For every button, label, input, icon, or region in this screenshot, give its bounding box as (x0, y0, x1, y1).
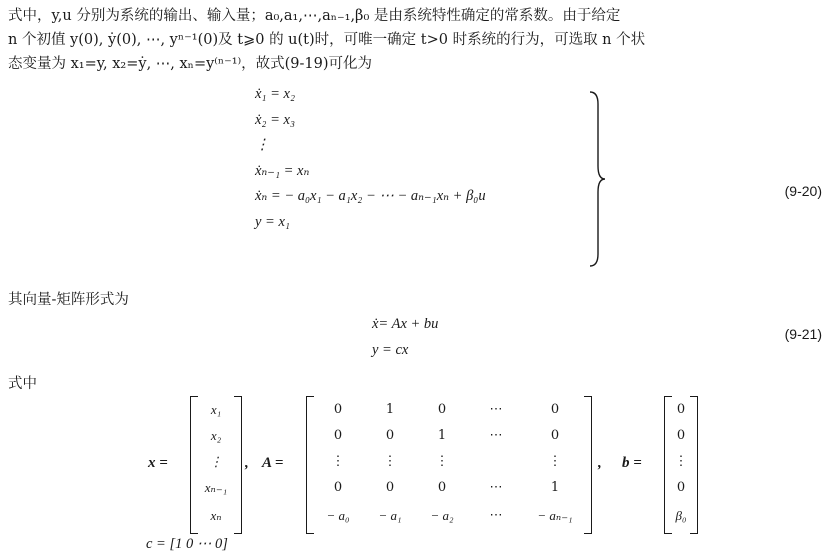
b-entry: 0 (676, 480, 686, 495)
A-right-bracket (584, 396, 592, 534)
c-vector: c = [1 0 ⋯ 0] (146, 536, 228, 552)
x-entry: ⋮ (209, 454, 223, 469)
A-cell: 1 (437, 428, 447, 443)
A-cell: 0 (437, 480, 447, 495)
state-equation-system (255, 82, 486, 235)
b-entry: 0 (676, 402, 686, 417)
paragraph-line-3: 态变量为 x₁=y, x₂=ẏ, ⋯, xₙ=y⁽ⁿ⁻¹⁾，故式(9-19)可化为 (8, 56, 373, 72)
A-cell: − a₂ (430, 508, 454, 523)
A-cell: 0 (333, 402, 343, 417)
vector-eq-2: y = cx (372, 342, 409, 358)
paragraph-line-1: 式中，y,u 分别为系统的输出、输入量；a₀,a₁,⋯,aₙ₋₁,β₀ 是由系统特性确定的常系数。由于给定 (8, 8, 621, 24)
x-label: x = (148, 455, 168, 471)
system-eq-1: ẋ₁ = x₂ (255, 86, 295, 102)
A-cell: 0 (333, 480, 343, 495)
x-vector (190, 396, 242, 534)
A-cell: ⋮ (383, 454, 397, 469)
equation-number-9-20: (9-20) (784, 183, 822, 199)
A-cell: 1 (550, 480, 560, 495)
system-eq-5: ẋₙ = − a₀x₁ − a₁x₂ − ⋯ − aₙ₋₁xₙ + β₀u (255, 188, 486, 204)
A-cell: 0 (550, 428, 560, 443)
b-entry: 0 (676, 428, 686, 443)
equation-number-9-21: (9-21) (784, 326, 822, 342)
A-cell: − a₁ (378, 508, 402, 523)
A-matrix (306, 396, 592, 534)
A-cell: ⋯ (489, 480, 503, 495)
A-cell: 0 (550, 402, 560, 417)
A-cell: 0 (385, 480, 395, 495)
b-vector (664, 396, 698, 534)
x-left-bracket (190, 396, 198, 534)
b-entry: ⋮ (674, 454, 688, 469)
A-cell: − aₙ₋₁ (537, 508, 573, 523)
A-label: A = (262, 455, 284, 471)
A-cell: 0 (385, 428, 395, 443)
vector-eq-1: ẋ= Ax + bu (372, 316, 439, 332)
paragraph-line-2: n 个初值 y(0), ẏ(0), ⋯, yⁿ⁻¹(0)及 t⩾0 的 u(t)时，可唯一确定 t>0 时系统的行为，可选取 n 个状 (8, 32, 646, 48)
A-cell: − a₀ (326, 508, 350, 523)
caption-vector-form: 其向量-矩阵形式为 (8, 292, 129, 308)
x-right-bracket (234, 396, 242, 534)
A-cell: 1 (385, 402, 395, 417)
b-label: b = (622, 455, 642, 471)
A-cell: ⋯ (489, 428, 503, 443)
system-eq-3: ⋮ (255, 137, 270, 153)
A-cell: ⋮ (331, 454, 345, 469)
A-cell: ⋯ (489, 402, 503, 417)
x-entry: xₙ (210, 508, 222, 523)
separator-comma: , (245, 455, 249, 471)
b-entry: β₀ (675, 508, 687, 523)
system-eq-2: ẋ₂ = x₃ (255, 111, 295, 128)
separator-comma: , (598, 455, 602, 471)
x-entry: x₁ (210, 402, 222, 417)
system-eq-6: y = x₁ (255, 213, 290, 230)
system-eq-4: ẋₙ₋₁ = xₙ (255, 162, 310, 179)
caption-where: 式中 (8, 376, 37, 392)
x-entry: xₙ₋₁ (204, 480, 228, 495)
right-brace (588, 90, 608, 268)
A-cell: ⋮ (548, 454, 562, 469)
A-cell: 0 (333, 428, 343, 443)
A-cell: ⋮ (435, 454, 449, 469)
A-cell: 0 (437, 402, 447, 417)
x-entry: x₂ (210, 428, 222, 443)
A-left-bracket (306, 396, 314, 534)
A-cell: ⋯ (489, 508, 503, 523)
